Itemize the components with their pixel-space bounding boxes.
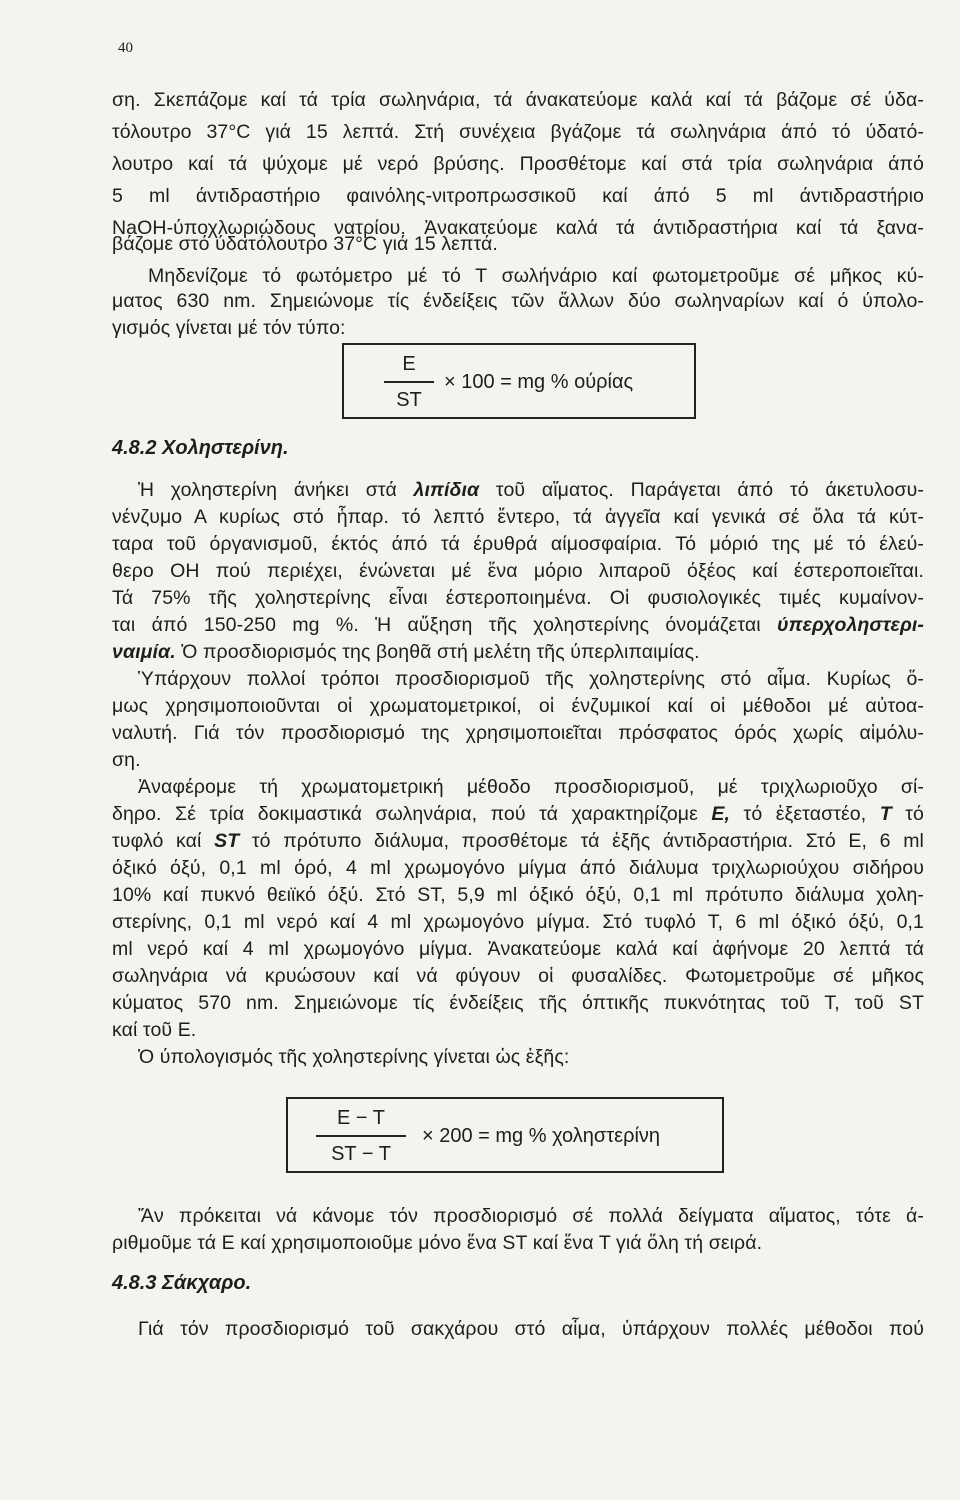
text-line: ριθμοῦμε τά Ε καί χρησιμοποιοῦμε μόνο ἕνα ST καί ἕνα Τ γιά ὅλη τή σειρά. bbox=[112, 1232, 763, 1254]
fraction-bar bbox=[316, 1135, 406, 1137]
text-line: ml νερό καί 4 ml χρωμογόνο μίγμα. Ἀνακατεύομε καλά καί ἀφήνομε 20 λεπτά τά bbox=[112, 938, 924, 960]
formula-denominator: ST bbox=[396, 389, 422, 411]
formula-denominator: ST − T bbox=[331, 1143, 391, 1165]
text-line: Ἡ χοληστερίνη άνήκει στά λιπίδια τοῦ αἵματος. Παράγεται άπό τό άκετυλοσυ- bbox=[138, 479, 924, 501]
formula-rest: × 200 = mg % χοληστερίνη bbox=[422, 1125, 661, 1147]
section-heading: 4.8.2 Χοληστερίνη. bbox=[112, 437, 289, 459]
fraction-bar bbox=[384, 381, 434, 383]
text-line: ται άπό 150-250 mg %. Ἡ αὔξηση τῆς χοληστερίνης όνομάζεται ύπερχοληστερι- bbox=[112, 614, 924, 636]
text-line: Γιά τόν προσδιορισμό τοῦ σακχάρου στό αἷμα, ὑπάρχουν πολλές μέθοδοι πού bbox=[138, 1318, 924, 1340]
text-line: σωληνάρια νά κρυώσουν καί νά φύγουν οἱ φυσαλίδες. Φωτομετροῦμε σέ μῆκος bbox=[112, 965, 924, 987]
formula-box bbox=[342, 343, 696, 419]
text-line: νένζυμο Α κυρίως στό ἧπαρ. τό λεπτό ἔντερο, τά ἀγγεῖα καί γενικά σέ ὅλα τά κύτ- bbox=[112, 506, 924, 528]
page-number: 40 bbox=[118, 40, 133, 56]
text-line: Ὑπάρχουν πολλοί τρόποι προσδιορισμοῦ τῆς χοληστερίνης στό αἷμα. Κυρίως ὅ- bbox=[138, 668, 924, 690]
formula-numerator: E bbox=[402, 353, 416, 375]
text-line: Τά 75% τῆς χοληστερίνης εἶναι έστεροποιημένα. Οἱ φυσιολογικές τιμές κυμαίνον- bbox=[112, 587, 924, 609]
text-line: 5 ml άντιδραστήριο φαινόλης-νιτροπρωσσικοῦ καί άπό 5 ml άντιδραστήριο bbox=[112, 185, 924, 207]
formula-box bbox=[286, 1097, 724, 1173]
text-line: μως χρησιμοποιοῦνται οἱ χρωματομετρικοί, οἱ ένζυμικοί καί οἱ μέθοδοι μέ αὐτοα- bbox=[112, 695, 924, 717]
text-line: κύματος 570 nm. Σημειώνομε τίς ένδείξεις τῆς όπτικῆς πυκνότητας τοῦ Τ, τοῦ ST bbox=[112, 992, 924, 1014]
formula-rest: × 100 = mg % ούρίας bbox=[444, 371, 634, 393]
text-line: δηρο. Σέ τρία δοκιμαστικά σωληνάρια, πού τά χαρακτηρίζομε Ε, τό ἐξεταστέο, Τ τό bbox=[112, 803, 924, 825]
text-line: ση. Σκεπάζομε καί τά τρία σωληνάρια, τά άνακατεύομε καλά καί τά βάζομε σέ ύδα- bbox=[112, 89, 924, 111]
text-line: ναλυτή. Γιά τόν προσδιορισμό της χρησιμοποιεῖται πρόσφατος όρός χωρίς αἱμόλυ- bbox=[112, 722, 924, 744]
text-line: 10% καί πυκνό θειϊκό όξύ. Στό ST, 5,9 ml όξικό όξύ, 0,1 ml πρότυπο διάλυμα χολη- bbox=[112, 884, 924, 906]
text-line: ση. bbox=[112, 749, 141, 771]
text-line: θερο ΟΗ πού περιέχει, ένώνεται μέ ἕνα μόριο λιπαροῦ όξέος καί έστεροποιεῖται. bbox=[112, 560, 924, 582]
text-line: Μηδενίζομε τό φωτόμετρο μέ τό Τ σωλήνάριο καί φωτομετροῦμε σέ μῆκος κύ- bbox=[148, 265, 924, 287]
text-line: τυφλό καί ST τό πρότυπο διάλυμα, προσθέτομε τά ἑξῆς άντιδραστήρια. Στό Ε, 6 ml bbox=[112, 830, 924, 852]
formula-numerator: E − T bbox=[337, 1107, 385, 1129]
text-line: γισμός γίνεται μέ τόν τύπο: bbox=[112, 317, 346, 339]
text-line: βάζομε στό ύδατόλουτρο 37°C γιά 15 λεπτά. bbox=[112, 233, 498, 255]
text-line: NaOH-ύποχλωριώδους νατρίου. Ἀνακατεύομε καλά τά άντιδραστήρια καί τά ξανα- bbox=[112, 217, 924, 239]
text-line: τόλουτρο 37°C γιά 15 λεπτά. Στή συνέχεια βγάζομε τά σωληνάρια άπό τό ύδατό- bbox=[112, 121, 924, 143]
text-line: όξικό όξύ, 0,1 ml όρό, 4 ml χρωμογόνο μίγμα άπό διάλυμα τριχλωριούχου σιδήρου bbox=[112, 857, 924, 879]
text-line: ναιμία. Ὁ προσδιορισμός της βοηθᾶ στή μελέτη τῆς ύπερλιπαιμίας. bbox=[112, 641, 700, 663]
text-line: ταρα τοῦ όργανισμοῦ, έκτός άπό τά έρυθρά αίμοσφαίρια. Τό μόριό της μέ τό έλεύ- bbox=[112, 533, 924, 555]
text-line: στερίνης, 0,1 ml νερό καί 4 ml χρωμογόνο μίγμα. Στό τυφλό Τ, 6 ml όξικό όξύ, 0,1 bbox=[112, 911, 924, 933]
text-line: Ἀναφέρομε τή χρωματομετρική μέθοδο προσδιορισμοῦ, μέ τριχλωριοῦχο σί- bbox=[138, 776, 924, 798]
text-line: ματος 630 nm. Σημειώνομε τίς ένδείξεις τῶν ἄλλων δύο σωληναρίων καί ό ύπολο- bbox=[112, 290, 924, 312]
text-line: Ἄν πρόκειται νά κάνομε τόν προσδιορισμό σέ πολλά δείγματα αἵματος, τότε ά- bbox=[138, 1205, 924, 1227]
section-heading: 4.8.3 Σάκχαρο. bbox=[112, 1272, 252, 1294]
text-line: λουτρο καί τά ψύχομε μέ νερό βρύσης. Προσθέτομε καί στά τρία σωληνάρια άπό bbox=[112, 153, 924, 175]
text-line: Ὁ ύπολογισμός τῆς χοληστερίνης γίνεται ὡς ἑξῆς: bbox=[138, 1046, 570, 1068]
text-line: καί τοῦ Ε. bbox=[112, 1019, 197, 1041]
